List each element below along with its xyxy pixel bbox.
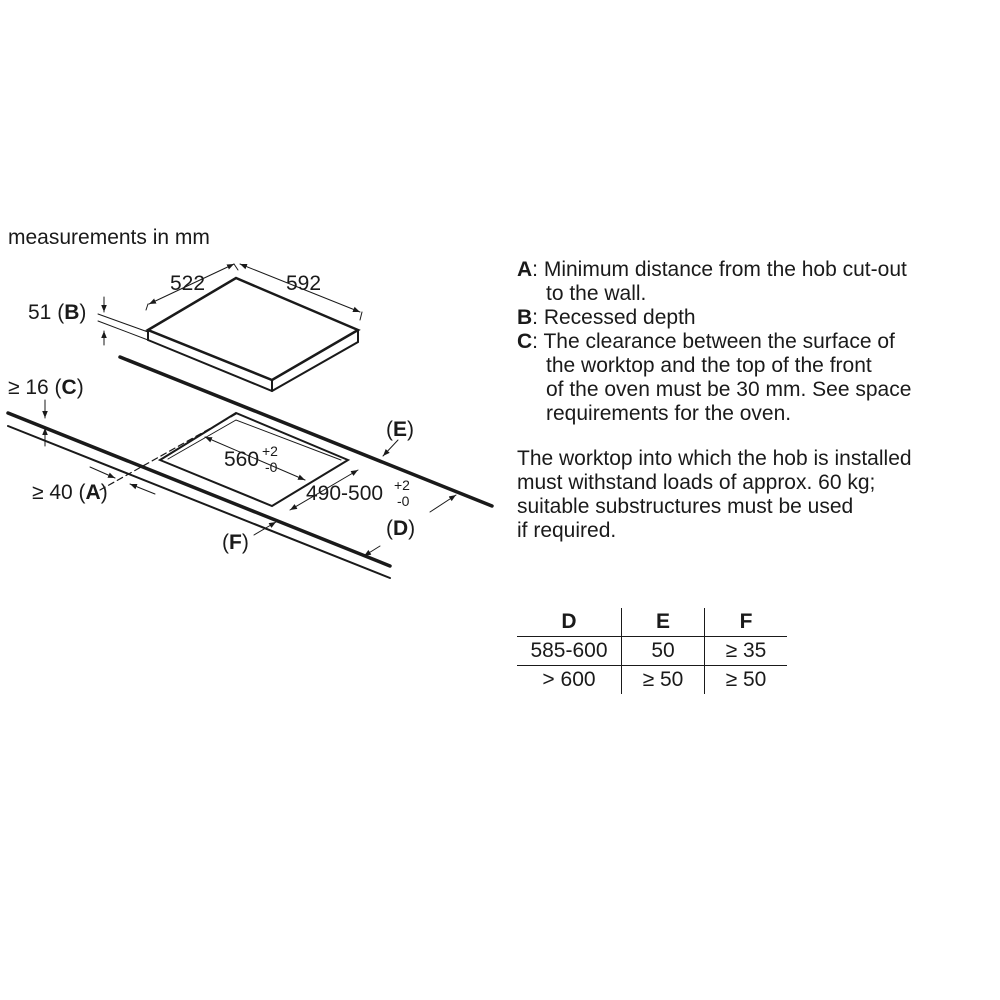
units-note: measurements in mm [8, 226, 210, 249]
table-header-f: F [705, 608, 788, 637]
legend-item-a-cont: to the wall. [546, 282, 647, 305]
table-header-e: E [622, 608, 705, 637]
hob-depth-label: 522 [170, 272, 206, 295]
distance-a-label: ≥ 40 (A) [32, 481, 108, 504]
cutout-width-tol-minus: -0 [265, 459, 278, 475]
legend-item-a: A : Minimum distance from the hob cut-out [517, 258, 907, 281]
clearance-c-label: ≥ 16 (C) [8, 376, 84, 399]
legend-item-b: B : Recessed depth [517, 306, 696, 329]
cutout-depth-tol-plus: +2 [394, 477, 410, 493]
load-note: The worktop into which the hob is installed must withstand loads of approx. 60 kg; suitable substructures must be used if required. [517, 447, 912, 542]
label-e: (E) [386, 418, 415, 441]
cutout-width-label: 560 +2 -0 [224, 443, 278, 475]
legend-item-c-cont-2: of the oven must be 30 mm. See space [546, 378, 912, 401]
legend [517, 258, 911, 426]
table-row: 585-600 50 ≥ 35 [517, 637, 787, 666]
clearance-table [517, 608, 787, 694]
label-f: (F) [222, 531, 249, 554]
hob-height-label: 51 (B) [28, 301, 87, 324]
legend-item-c-cont-1: the worktop and the top of the front [546, 354, 872, 377]
cutout-depth-tol-minus: -0 [397, 493, 410, 509]
legend-item-c: C : The clearance between the surface of [517, 330, 895, 353]
legend-item-c-cont-3: requirements for the oven. [546, 402, 792, 425]
table-row: > 600 ≥ 50 ≥ 50 [517, 666, 787, 695]
cutout-depth-label: 490-500 +2 -0 [306, 477, 410, 509]
table-header [517, 608, 787, 637]
table-header-d: D [561, 610, 577, 633]
label-d: (D) [386, 517, 416, 540]
cutout-width-tol-plus: +2 [262, 443, 278, 459]
hob-drawing [98, 264, 362, 391]
hob-width-label: 592 [286, 272, 322, 295]
